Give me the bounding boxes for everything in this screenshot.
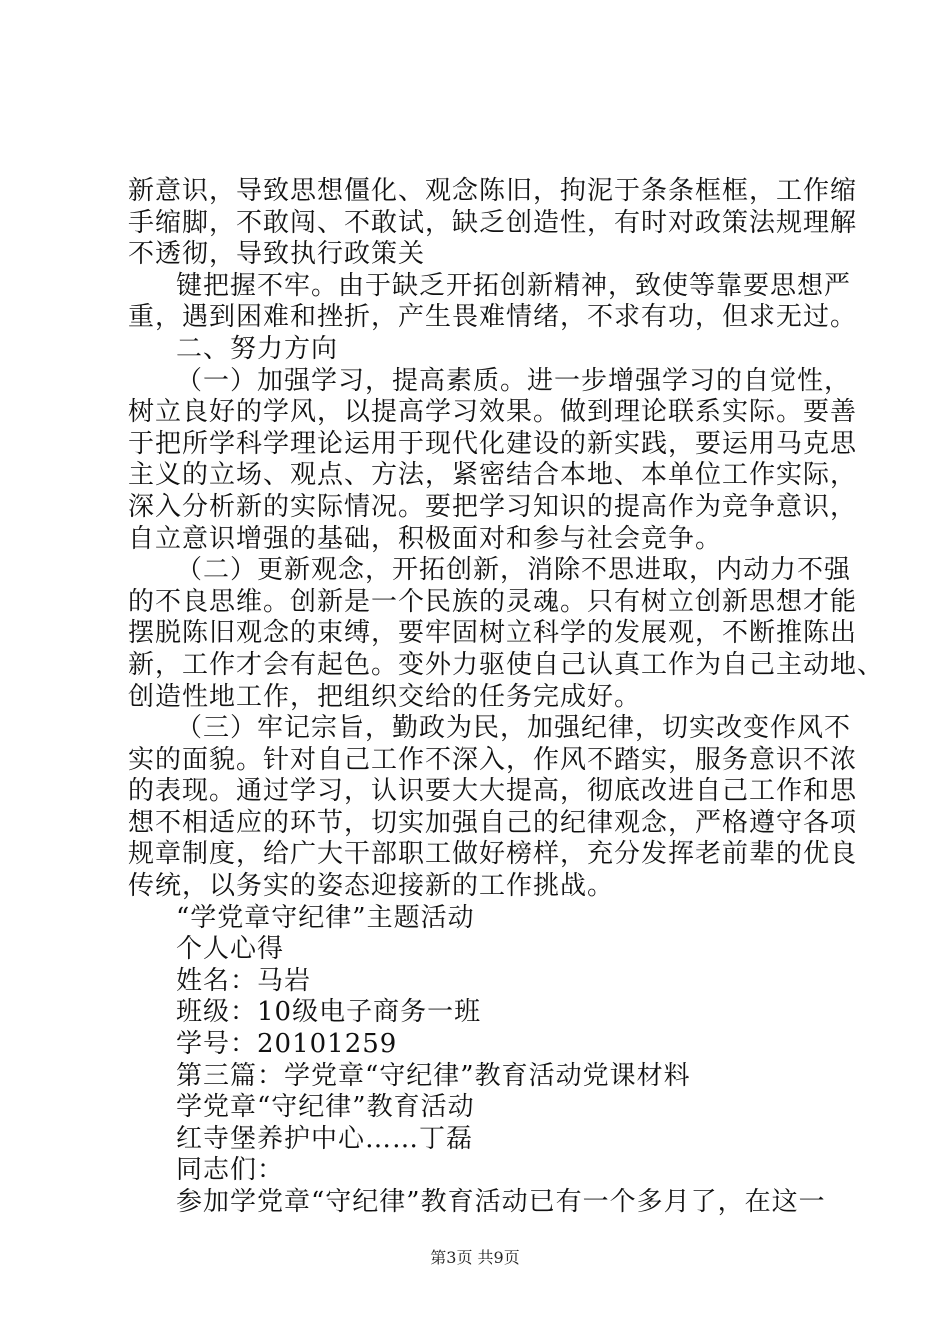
- text-line: 个人心得: [176, 934, 285, 965]
- text-line: 班级：10级电子商务一班: [176, 997, 482, 1028]
- text-line: （一）加强学习，提高素质。进一步增强学习的自觉性，: [176, 365, 852, 396]
- text-line: 学党章“守纪律”教育活动: [176, 1092, 475, 1123]
- text-line: 学号：20101259: [176, 1029, 398, 1060]
- text-line: 不透彻，导致执行政策关: [128, 239, 426, 270]
- text-line: 传统，以务实的姿态迎接新的工作挑战。: [128, 871, 615, 902]
- text-line: 深入分析新的实际情况。要把学习知识的提高作为竞争意识，: [128, 491, 858, 522]
- text-line: 的不良思维。创新是一个民族的灵魂。只有树立创新思想才能: [128, 586, 858, 617]
- text-line: 重，遇到困难和挫折，产生畏难情绪，不求有功，但求无过。: [128, 302, 858, 333]
- text-line: 姓名：马岩: [176, 965, 312, 996]
- text-line: 同志们：: [176, 1155, 285, 1186]
- text-line: 新，工作才会有起色。变外力驱使自己认真工作为自己主动地、: [128, 649, 885, 680]
- text-line: 参加学党章“守纪律”教育活动已有一个多月了，在这一: [176, 1187, 826, 1217]
- text-line: 键把握不牢。由于缺乏开拓创新精神，致使等靠要思想严: [176, 270, 852, 301]
- text-line: 于把所学科学理论运用于现代化建设的新实践，要运用马克思: [128, 428, 858, 459]
- page-footer: 第3页 共9页: [430, 1248, 520, 1267]
- text-line: 主义的立场、观点、方法，紧密结合本地、本单位工作实际，: [128, 460, 858, 491]
- text-line: 树立良好的学风，以提高学习效果。做到理论联系实际。要善: [128, 397, 858, 428]
- text-line: （三）牢记宗旨，勤政为民，加强纪律，切实改变作风不: [176, 713, 852, 744]
- text-line: 红寺堡养护中心……丁磊: [176, 1123, 474, 1154]
- text-line: 的表现。通过学习，认识要大大提高，彻底改进自己工作和思: [128, 776, 858, 807]
- text-line: 自立意识增强的基础，积极面对和参与社会竞争。: [128, 523, 723, 554]
- text-line: 规章制度，给广大干部职工做好榜样，充分发挥老前辈的优良: [128, 839, 858, 870]
- document-body: [128, 176, 885, 1219]
- text-line: 实的面貌。针对自己工作不深入，作风不踏实，服务意识不浓: [128, 744, 858, 775]
- text-line: 摆脱陈旧观念的束缚，要牢固树立科学的发展观，不断推陈出: [128, 618, 858, 649]
- text-line: （二）更新观念，开拓创新，消除不思进取，内动力不强: [176, 555, 852, 586]
- text-line: 手缩脚，不敢闯、不敢试，缺乏创造性，有时对政策法规理解: [128, 207, 858, 238]
- text-line: 第三篇：学党章“守纪律”教育活动党课材料: [176, 1060, 691, 1091]
- text-line: 新意识，导致思想僵化、观念陈旧，拘泥于条条框框，工作缩: [128, 176, 858, 206]
- text-line: 二、努力方向: [176, 333, 339, 364]
- text-line: “学党章守纪律”主题活动: [176, 902, 475, 933]
- text-line: 创造性地工作，把组织交给的任务完成好。: [128, 681, 642, 712]
- text-line: 想不相适应的环节，切实加强自己的纪律观念，严格遵守各项: [128, 807, 858, 838]
